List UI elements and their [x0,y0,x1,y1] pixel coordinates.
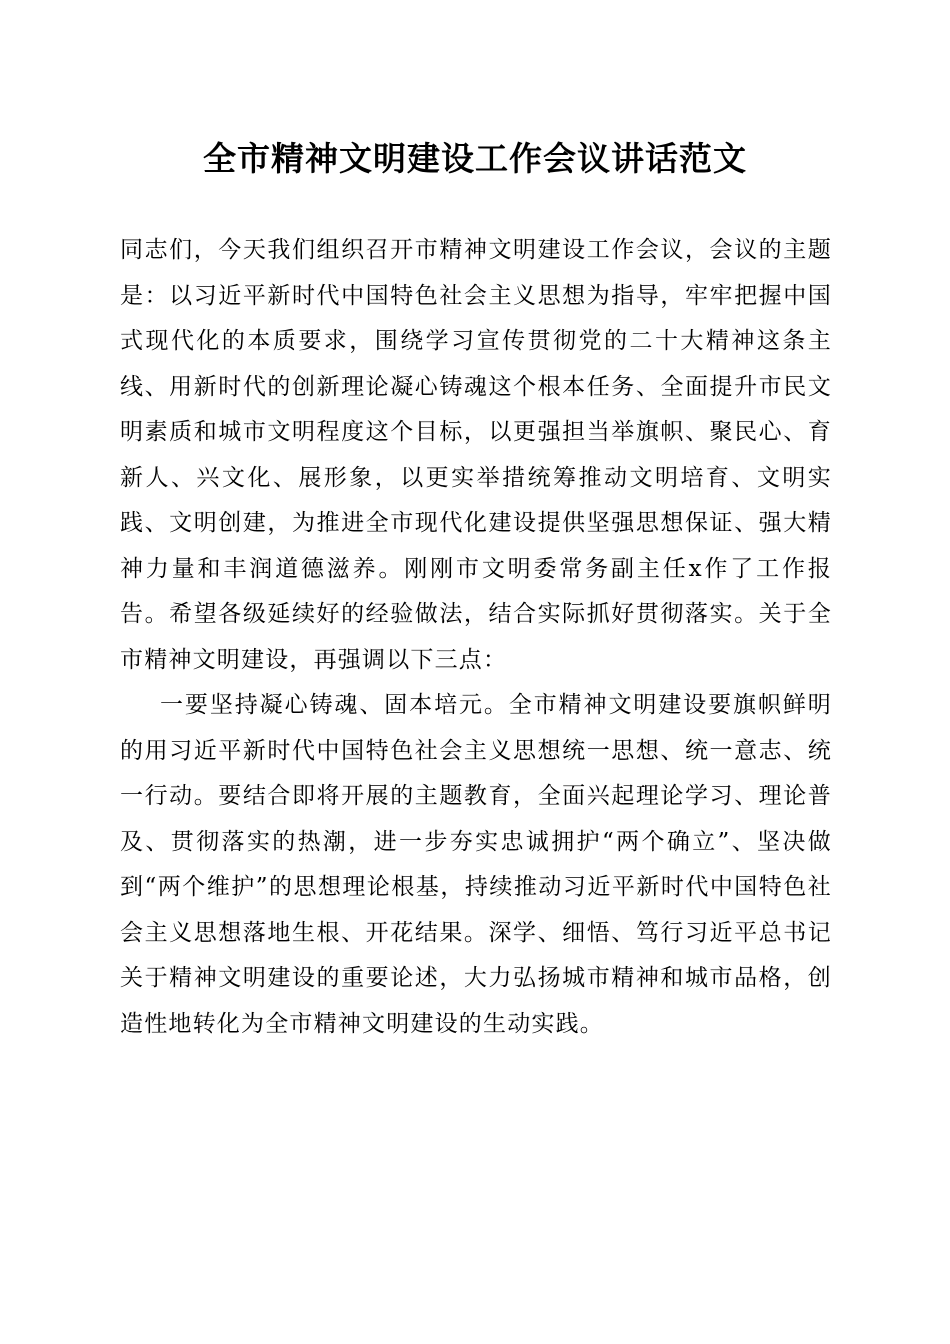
paragraph-opening: 同志们，今天我们组织召开市精神文明建设工作会议，会议的主题是：以习近平新时代中国特色社会主义思想为指导，牢牢把握中国式现代化的本质要求，围绕学习宣传贯彻党的二十大精神这条主线、用新时代的创新理论凝心铸魂这个根本任务、全面提升市民文明素质和城市文明程度这个目标，以更强担当举旗帜、聚民心、育新人、兴文化、展形象，以更实举措统筹推动文明培育、文明实践、文明创建，为推进全市现代化建设提供坚强思想保证、强大精神力量和丰润道德滋养。刚刚市文明委常务副主任x作了工作报告。希望各级延续好的经验做法，结合实际抓好贯彻落实。关于全市精神文明建设，再强调以下三点： [120,237,832,673]
document-title: 全市精神文明建设工作会议讲话范文 [203,139,747,178]
paragraph-point-one: 一要坚持凝心铸魂、固本培元。全市精神文明建设要旗帜鲜明的用习近平新时代中国特色社会主义思想统一思想、统一意志、统一行动。要结合即将开展的主题教育，全面兴起理论学习、理论普及、贯彻落实的热潮，进一步夯实忠诚拥护“两个确立”、坚决做到“两个维护”的思想理论根基，持续推动习近平新时代中国特色社会主义思想落地生根、开花结果。深学、细悟、笃行习近平总书记关于精神文明建设的重要论述，大力弘扬城市精神和城市品格，创造性地转化为全市精神文明建设的生动实践。 [120,692,832,1037]
document-body [120,228,832,1047]
